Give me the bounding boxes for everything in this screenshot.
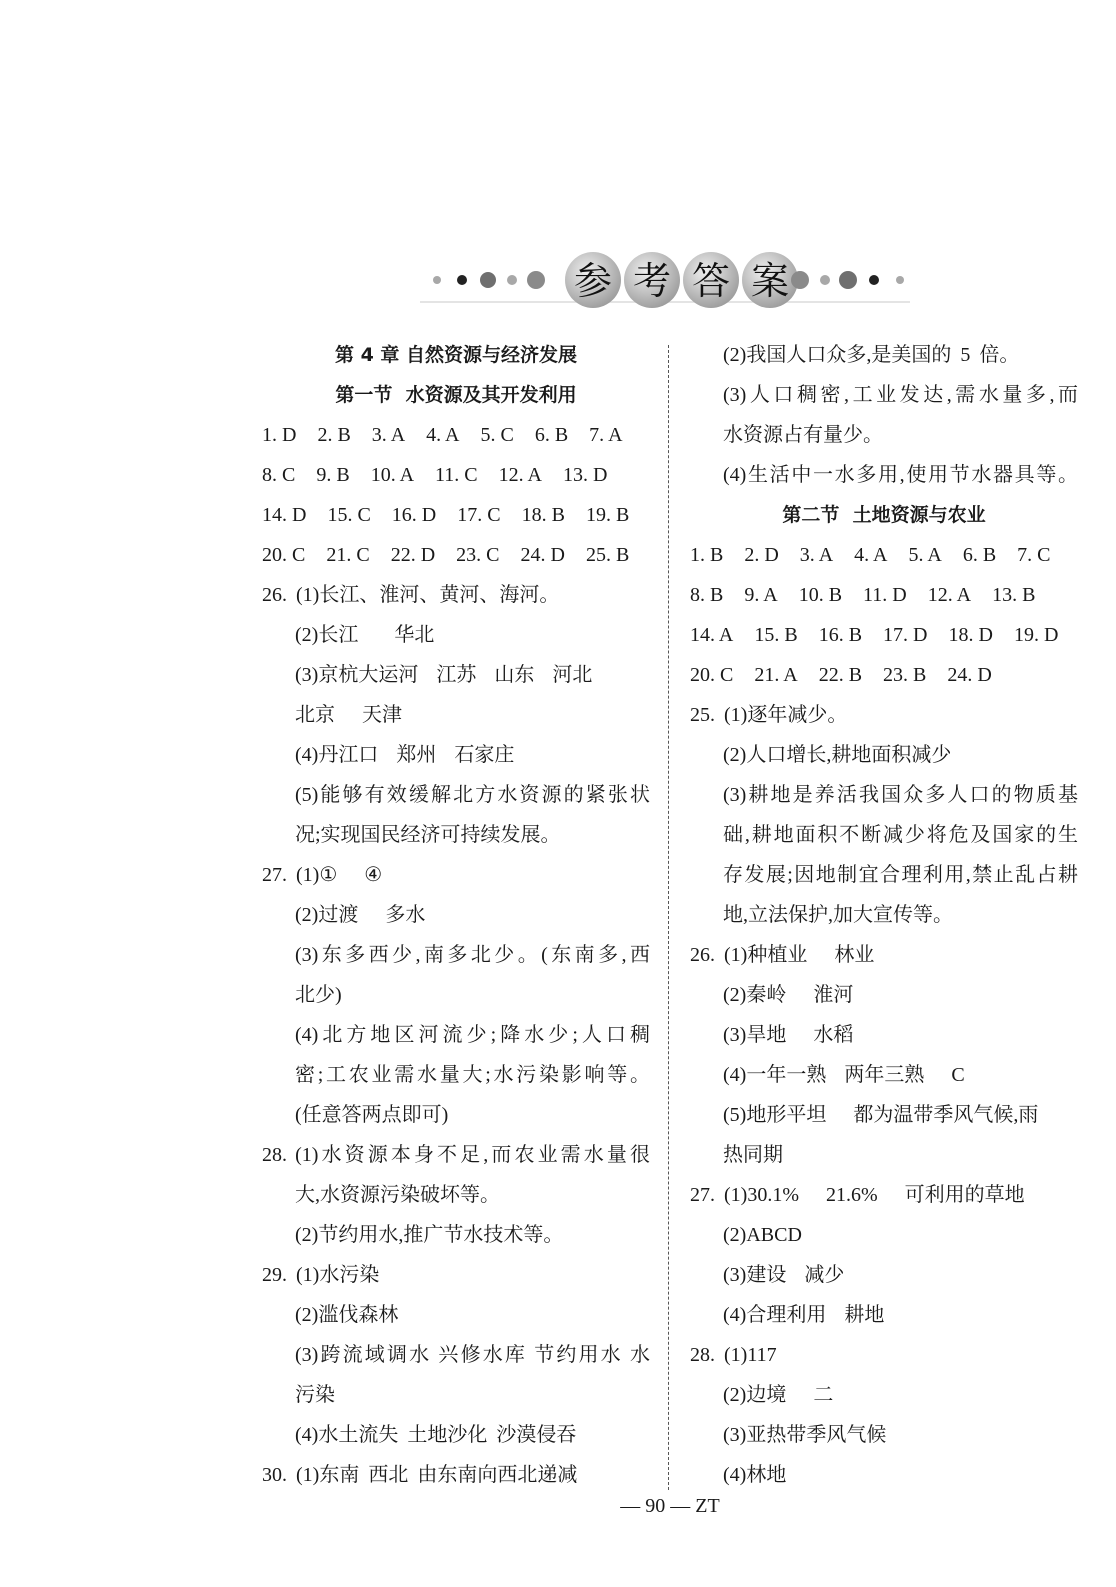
answer-line: (3)跨流域调水 兴修水库 节约用水 水 [295, 1344, 650, 1366]
answer-line: (2)长江 华北 [295, 624, 435, 646]
answer-line: 北少) [295, 984, 342, 1006]
choice-answer: 15. C [327, 504, 371, 526]
choice-answer: 22. D [390, 544, 436, 566]
answer-line: 污染 [295, 1384, 335, 1406]
choice-answer: 3. A [371, 424, 406, 446]
choice-answer: 24. D [520, 544, 565, 566]
choice-answer: 5. C [480, 424, 514, 446]
answer-line: (4)丹江口 郑州 石家庄 [295, 744, 515, 766]
answer-line: 水资源占有量少。 [723, 424, 883, 446]
choice-answer: 15. B [754, 624, 798, 646]
choice-answer: 17. C [457, 504, 501, 526]
decor-dot [869, 275, 879, 285]
column-divider [668, 345, 669, 1490]
choice-answer: 16. B [818, 624, 863, 646]
answer-line: (3)亚热带季风气候 [723, 1424, 887, 1446]
choice-row [262, 535, 650, 575]
answer-line: 27. (1)① ④ [262, 864, 383, 886]
choice-answer: 22. B [818, 664, 863, 686]
choice-answer: 16. D [391, 504, 437, 526]
answer-line: (3)耕地是养活我国众多人口的物质基 [723, 784, 1078, 806]
choice-answer: 10. A [370, 464, 415, 486]
answer-line: 30. (1)东南 西北 由东南向西北递减 [262, 1464, 578, 1486]
choice-answer: 8. B [690, 584, 724, 606]
answer-line: 地,立法保护,加大宣传等。 [723, 904, 953, 926]
decor-dot [433, 276, 441, 284]
title-banner [420, 250, 920, 314]
decor-dot [527, 271, 545, 289]
decor-dot [791, 271, 809, 289]
choice-answer: 25. B [585, 544, 630, 566]
title-character: 案 [750, 259, 790, 303]
choice-row [690, 575, 1078, 615]
answer-line: 存发展;因地制宜合理利用,禁止乱占耕 [723, 864, 1078, 886]
choice-answer: 6. B [962, 544, 997, 566]
chapter-title: 第 4 章 自然资源与经济发展 [334, 344, 578, 366]
section-title: 第二节 土地资源与农业 [782, 504, 986, 526]
choice-answer: 8. C [262, 464, 296, 486]
decor-dot [896, 276, 904, 284]
choice-answer: 5. A [908, 544, 942, 566]
answer-line: (2)节约用水,推广节水技术等。 [295, 1224, 564, 1246]
choice-answer: 23. B [883, 664, 927, 686]
choice-answer: 12. A [498, 464, 542, 486]
answer-line: (4)水土流失 土地沙化 沙漠侵吞 [295, 1424, 577, 1446]
left-column [262, 335, 650, 1495]
answer-line: (2)秦岭 淮河 [723, 984, 854, 1006]
decor-dot [507, 275, 517, 285]
answer-line: 大,水资源污染破坏等。 [295, 1184, 500, 1206]
choice-answer: 23. C [456, 544, 500, 566]
choice-answer: 13. D [562, 464, 608, 486]
answer-line: (2)我国人口众多,是美国的 5 倍。 [723, 344, 1020, 366]
answer-line: 28. (1)水资源本身不足,而农业需水量很 [262, 1144, 650, 1166]
choice-answer: 18. D [948, 624, 993, 646]
choice-answer: 6. B [534, 424, 569, 446]
answer-line: (2)人口增长,耕地面积减少 [723, 744, 952, 766]
choice-answer: 9. B [316, 464, 350, 486]
answer-line: (3)人口稠密,工业发达,需水量多,而 [723, 384, 1078, 406]
choice-row [690, 615, 1078, 655]
choice-row [690, 655, 1078, 695]
answer-line: (2)ABCD [723, 1224, 802, 1246]
decor-dot [480, 272, 496, 288]
answer-line: 27. (1)30.1% 21.6% 可利用的草地 [690, 1184, 1025, 1206]
title-character: 参 [573, 259, 613, 303]
answer-line: (3)建设 减少 [723, 1264, 845, 1286]
answer-line: (4)合理利用 耕地 [723, 1304, 885, 1326]
answer-line: (5)能够有效缓解北方水资源的紧张状 [295, 784, 650, 806]
decor-dot [457, 275, 467, 285]
choice-answer: 14. A [690, 624, 734, 646]
choice-answer: 11. D [863, 584, 907, 606]
choice-answer: 20. C [262, 544, 306, 566]
choice-answer: 20. C [690, 664, 734, 686]
decor-dot [839, 271, 857, 289]
choice-row [262, 415, 650, 455]
answer-line: (2)边境 二 [723, 1384, 834, 1406]
choice-answer: 1. B [690, 544, 724, 566]
choice-answer: 3. A [799, 544, 834, 566]
answer-line: (5)地形平坦 都为温带季风气候,雨 [723, 1104, 1039, 1126]
answer-line: 北京 天津 [295, 704, 402, 726]
answer-line: (4)一年一熟 两年三熟 C [723, 1064, 965, 1086]
choice-answer: 19. D [1013, 624, 1059, 646]
answer-line: (3)旱地 水稻 [723, 1024, 854, 1046]
answer-line: 26. (1)种植业 林业 [690, 944, 875, 966]
choice-answer: 14. D [262, 504, 307, 526]
answer-line: 25. (1)逐年减少。 [690, 704, 848, 726]
choice-answer: 1. D [262, 424, 297, 446]
answer-line: 26. (1)长江、淮河、黄河、海河。 [262, 584, 560, 606]
answer-line: (2)滥伐森林 [295, 1304, 399, 1326]
right-column [690, 335, 1078, 1495]
choice-answer: 24. D [947, 664, 992, 686]
choice-answer: 9. A [744, 584, 778, 606]
choice-answer: 2. B [317, 424, 351, 446]
choice-answer: 12. A [927, 584, 972, 606]
choice-answer: 10. B [798, 584, 843, 606]
title-character: 答 [691, 259, 731, 303]
answer-line: 29. (1)水污染 [262, 1264, 380, 1286]
title-character: 考 [632, 259, 672, 303]
choice-answer: 21. C [326, 544, 370, 566]
choice-answer: 19. B [585, 504, 630, 526]
answer-line: 础,耕地面积不断减少将危及国家的生 [723, 824, 1078, 846]
answer-line: (4)生活中一水多用,使用节水器具等。 [723, 464, 1078, 486]
section-title: 第一节 水资源及其开发利用 [335, 384, 577, 406]
answer-line: 热同期 [723, 1144, 783, 1166]
choice-answer: 4. A [854, 544, 888, 566]
choice-answer: 21. A [754, 664, 798, 686]
choice-row [262, 455, 650, 495]
choice-row [690, 535, 1078, 575]
decor-dot [820, 275, 830, 285]
answer-line: (4)北方地区河流少;降水少;人口稠 [295, 1024, 650, 1046]
choice-answer: 11. C [435, 464, 478, 486]
choice-answer: 7. A [589, 424, 623, 446]
answer-line: 密;工农业需水量大;水污染影响等。 [295, 1064, 650, 1086]
answer-line: 况;实现国民经济可持续发展。 [295, 824, 561, 846]
answer-line: (2)过渡 多水 [295, 904, 426, 926]
choice-answer: 7. C [1017, 544, 1051, 566]
choice-answer: 13. B [992, 584, 1036, 606]
answer-line: (任意答两点即可) [295, 1104, 449, 1126]
answer-line: (4)林地 [723, 1464, 787, 1486]
choice-answer: 4. A [426, 424, 460, 446]
answer-line: 28. (1)117 [690, 1344, 777, 1366]
choice-answer: 17. D [883, 624, 928, 646]
choice-row [262, 495, 650, 535]
choice-answer: 2. D [744, 544, 779, 566]
answer-line: (3)东多西少,南多北少。(东南多,西 [295, 944, 650, 966]
choice-answer: 18. B [521, 504, 565, 526]
page-footer: — 90 — ZT [620, 1495, 720, 1517]
answer-line: (3)京杭大运河 江苏 山东 河北 [295, 664, 593, 686]
